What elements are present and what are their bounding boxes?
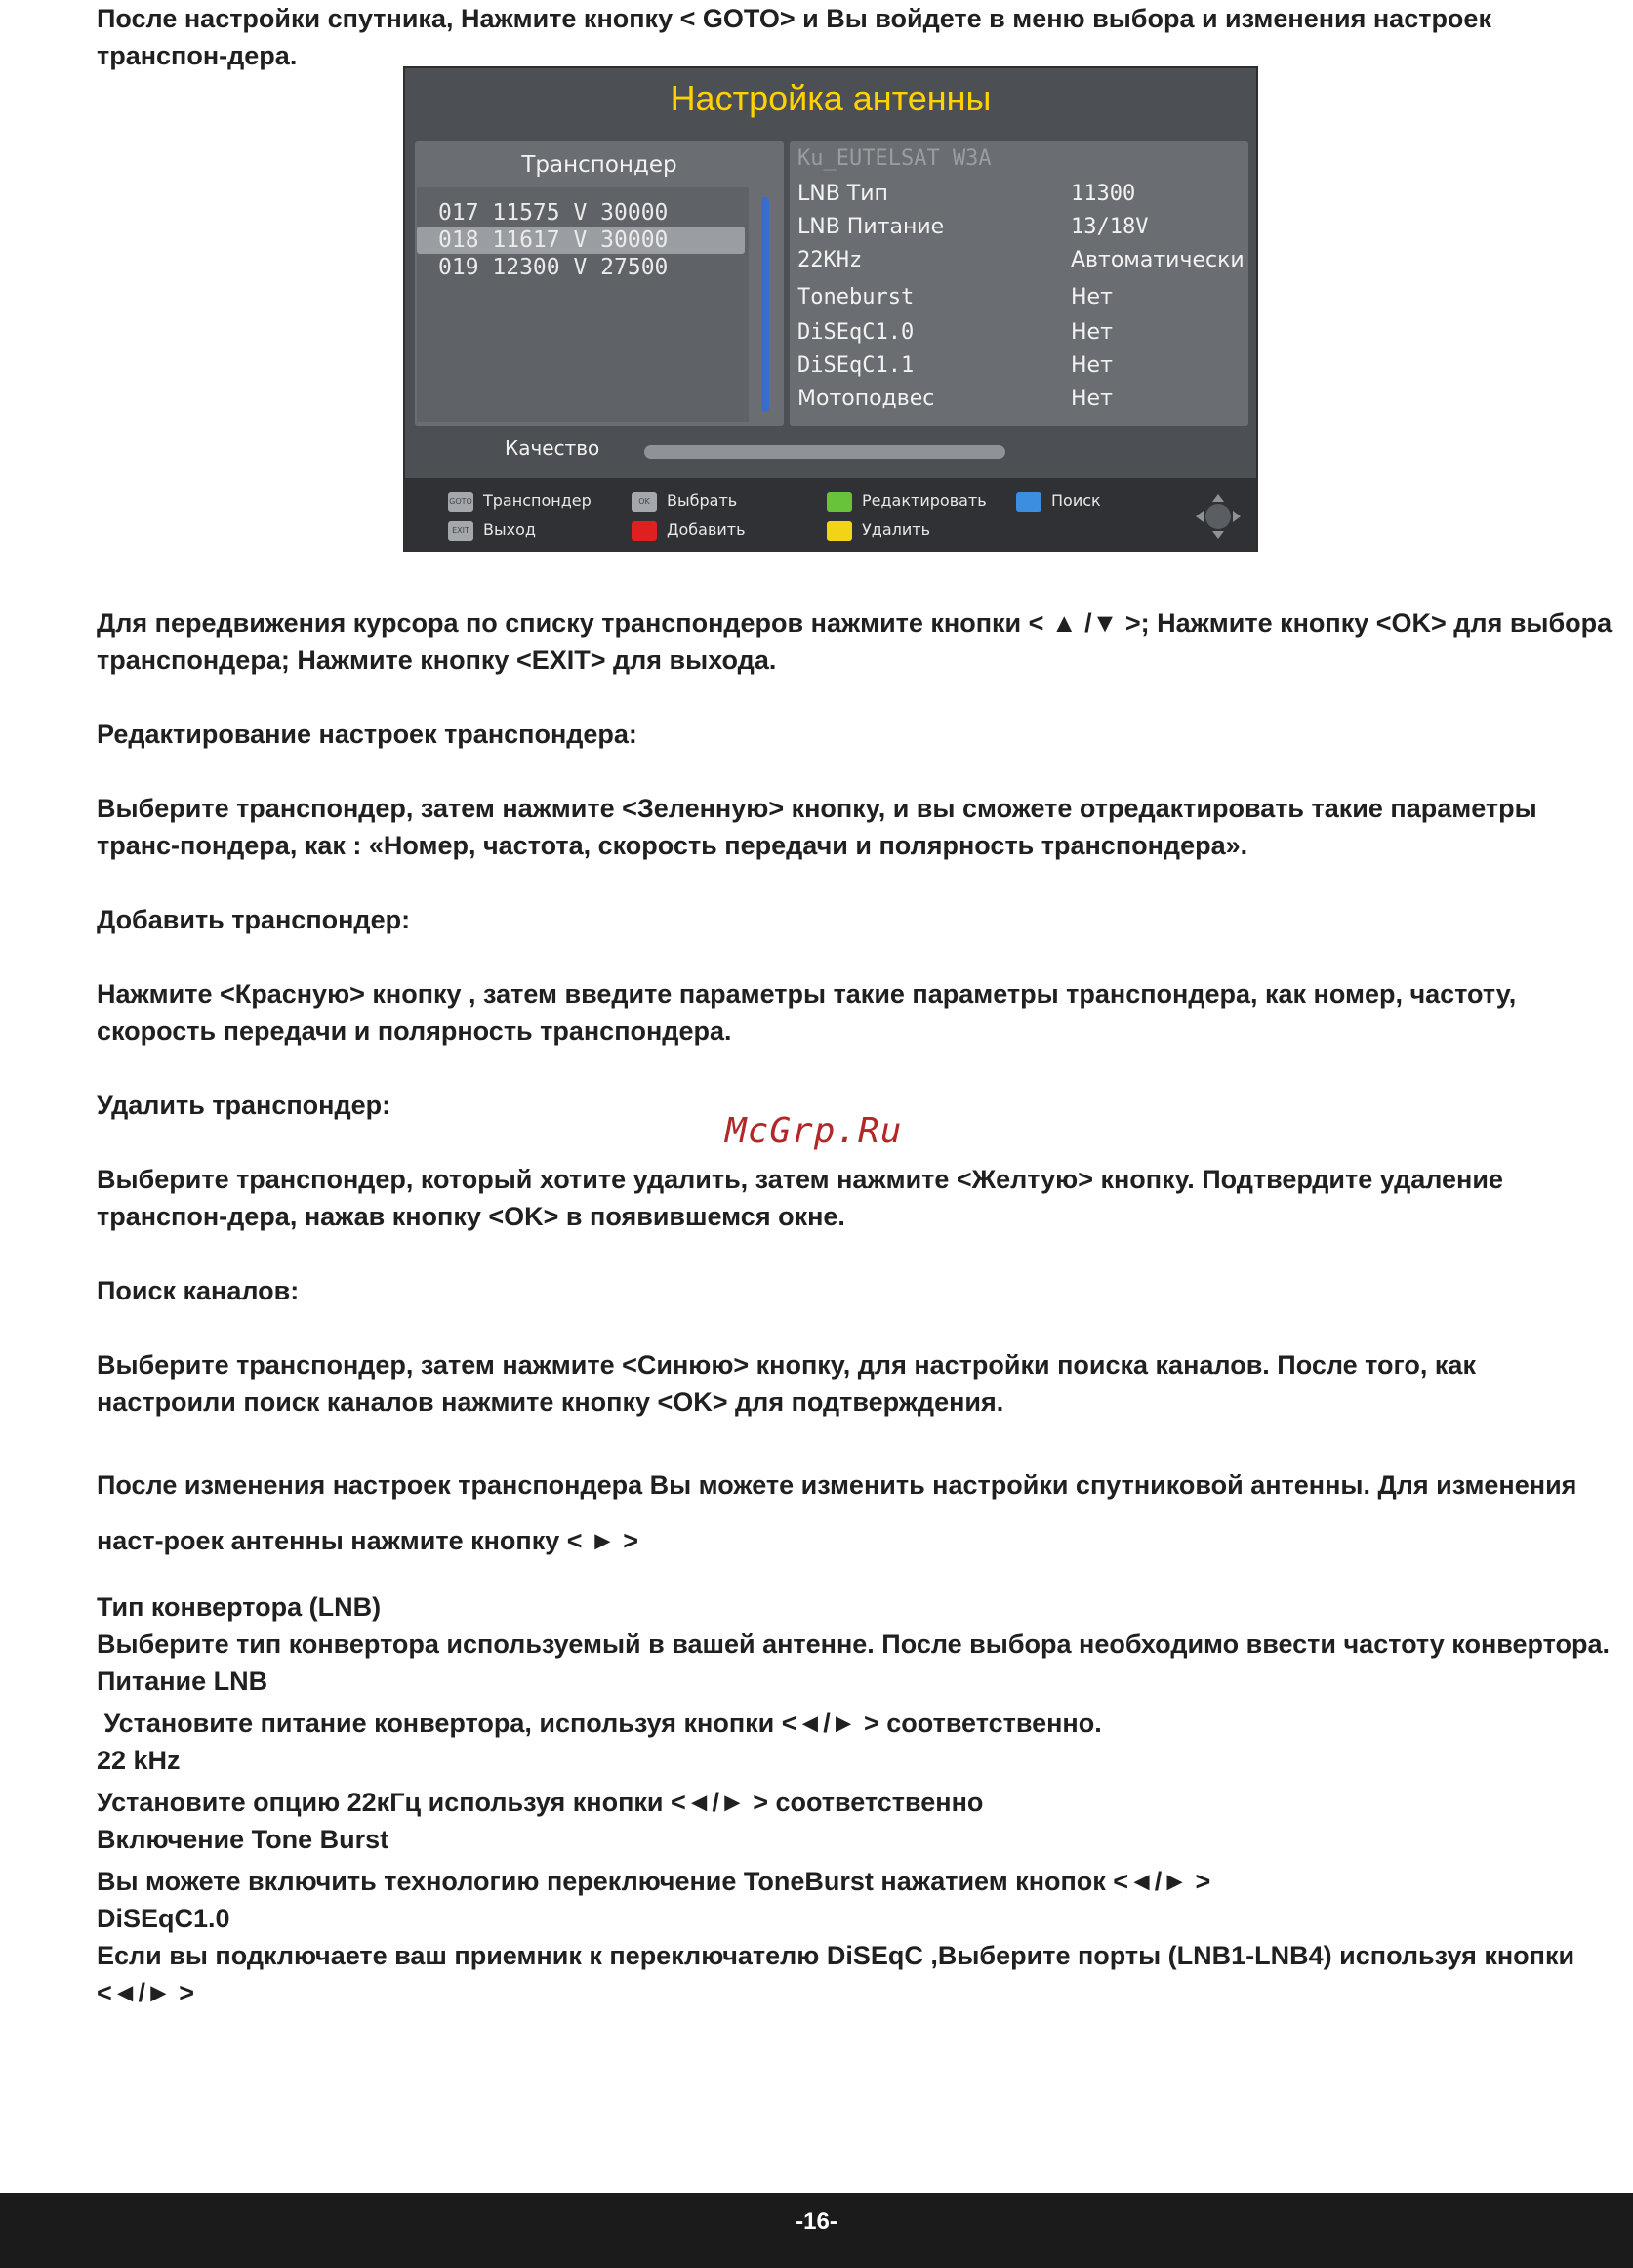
- paragraph-edit: Выберите транспондер, затем нажмите <Зеленную> кнопку, и вы сможете отредактировать такие параметры транс-пондера, как : «Номер, частота, скорость передачи и полярность транспондера».: [97, 794, 1537, 860]
- setting-value: Нет: [1071, 353, 1113, 378]
- hint-label: Добавить: [667, 520, 746, 539]
- navigation-arrows-icon: [1194, 492, 1243, 541]
- setting-label: Мотоподвес: [797, 387, 935, 411]
- key-hints-bar: [405, 478, 1256, 552]
- setting-row-lnb-power[interactable]: [797, 213, 1246, 242]
- hint-label: Транспондер: [483, 491, 592, 510]
- transponder-list: [417, 187, 749, 422]
- goto-key-icon: GOTO: [448, 492, 473, 512]
- heading-delete: Удалить транспондер:: [97, 1091, 391, 1120]
- lnb-power-heading: Питание LNB: [97, 1667, 268, 1696]
- hint-blue: [1016, 488, 1101, 514]
- hint-label: Удалить: [862, 520, 930, 539]
- hint-goto: [448, 488, 592, 514]
- setting-value: Нет: [1071, 387, 1113, 411]
- ok-key-icon: OK: [632, 492, 657, 512]
- setting-label: DiSEqC1.0: [797, 320, 915, 345]
- heading-edit: Редактирование настроек транспондера:: [97, 720, 637, 749]
- setting-label: LNB Тип: [797, 182, 888, 206]
- transponder-row-selected[interactable]: 018 11617 V 30000: [417, 227, 745, 254]
- setting-label: LNB Питание: [797, 215, 945, 239]
- setting-row-motor[interactable]: [797, 385, 1246, 414]
- screen-title: Настройка антенны: [670, 78, 992, 118]
- transponder-header: Транспондер: [521, 152, 677, 178]
- transponder-panel: [415, 141, 784, 426]
- hint-ok: [632, 488, 737, 514]
- hint-label: Поиск: [1051, 491, 1101, 510]
- green-key-icon: [827, 492, 852, 512]
- red-key-icon: [632, 521, 657, 541]
- body-text: [97, 604, 1619, 2011]
- setting-value: Нет: [1071, 320, 1113, 345]
- lnb-type-text: Выберите тип конвертора используемый в вашей антенне. После выбора необходимо ввести частоту конвертора.: [97, 1629, 1611, 1659]
- heading-add: Добавить транспондер:: [97, 905, 411, 934]
- setting-value: 13/18V: [1071, 215, 1149, 239]
- hint-label: Выбрать: [667, 491, 738, 510]
- hint-exit: [448, 517, 536, 543]
- hint-label: Редактировать: [862, 491, 987, 510]
- paragraph-delete: Выберите транспондер, который хотите удалить, затем нажмите <Желтую> кнопку. Подтвердите удаление транспон-дера, нажав кнопку <OK> в появившемся окне.: [97, 1165, 1503, 1231]
- paragraph-navigation: Для передвижения курсора по списку транспондеров нажмите кнопки < ▲ /▼ >; Нажмите кнопку <OK> для выбора транспондера; Нажмите кнопку <EXIT> для выхода.: [97, 608, 1613, 675]
- khz-text: Установите опцию 22кГц используя кнопки <◄/► > соответственно: [97, 1788, 984, 1817]
- hint-green: [827, 488, 987, 514]
- toneburst-heading: Включение Tone Burst: [97, 1825, 389, 1854]
- lnb-power-text: Установите питание конвертора, используя кнопки <◄/► > соответственно.: [97, 1709, 1102, 1738]
- setting-value: 11300: [1071, 182, 1136, 206]
- page-number: -16-: [796, 2208, 837, 2235]
- blue-key-icon: [1016, 492, 1041, 512]
- paragraph-search: Выберите транспондер, затем нажмите <Синюю> кнопку, для настройки поиска каналов. После того, как настроили поиск каналов нажмите кнопку <OK> для подтверждения.: [97, 1350, 1476, 1417]
- setting-label: Toneburst: [797, 285, 915, 309]
- setting-row-22khz[interactable]: [797, 246, 1246, 275]
- satellite-settings-panel: [790, 141, 1248, 426]
- transponder-row[interactable]: 019 12300 V 27500: [438, 255, 669, 280]
- setting-label: DiSEqC1.1: [797, 353, 915, 378]
- hint-yellow: [827, 517, 930, 543]
- satellite-name: Ku_EUTELSAT W3A: [797, 146, 992, 171]
- setting-value: Автоматически: [1071, 248, 1245, 272]
- toneburst-text: Вы можете включить технологию переключение ToneBurst нажатием кнопок <◄/► >: [97, 1867, 1211, 1896]
- transponder-scrollbar[interactable]: [761, 197, 769, 412]
- transponder-row[interactable]: 017 11575 V 30000: [438, 200, 669, 226]
- intro-paragraph: После настройки спутника, Нажмите кнопку < GOTO> и Вы войдете в меню выбора и изменения настроек транспон-дера.: [97, 4, 1491, 70]
- khz-heading: 22 kHz: [97, 1746, 181, 1775]
- setting-label: 22KHz: [797, 248, 863, 272]
- diseqc-text: Если вы подключаете ваш приемник к переключателю DiSEqC ,Выберите порты (LNB1-LNB4) используя кнопки <◄/► >: [97, 1941, 1575, 2007]
- lnb-type-heading: Тип конвертора (LNB): [97, 1592, 382, 1622]
- paragraph-antenna: После изменения настроек транспондера Вы можете изменить настройки спутниковой антенны. Для изменения наст-роек антенны нажмите кнопку < ► >: [97, 1470, 1577, 1555]
- diseqc-heading: DiSEqC1.0: [97, 1904, 230, 1933]
- exit-key-icon: EXIT: [448, 521, 473, 541]
- paragraph-add: Нажмите <Красную> кнопку , затем введите параметры такие параметры транспондера, как номер, частоту, скорость передачи и полярность транспондера.: [97, 979, 1517, 1046]
- heading-search: Поиск каналов:: [97, 1276, 300, 1305]
- hint-red: [632, 517, 746, 543]
- setting-value: Нет: [1071, 285, 1113, 309]
- watermark: McGrp.Ru: [725, 1111, 903, 1151]
- yellow-key-icon: [827, 521, 852, 541]
- setting-row-toneburst[interactable]: [797, 283, 1246, 312]
- hint-label: Выход: [483, 520, 536, 539]
- setting-row-diseqc11[interactable]: [797, 351, 1246, 381]
- setting-row-lnb-type[interactable]: [797, 180, 1246, 209]
- setting-row-diseqc10[interactable]: [797, 318, 1246, 348]
- quality-label: Качество: [505, 436, 600, 460]
- quality-bar: [644, 445, 1005, 459]
- antenna-setup-screen: [403, 66, 1258, 552]
